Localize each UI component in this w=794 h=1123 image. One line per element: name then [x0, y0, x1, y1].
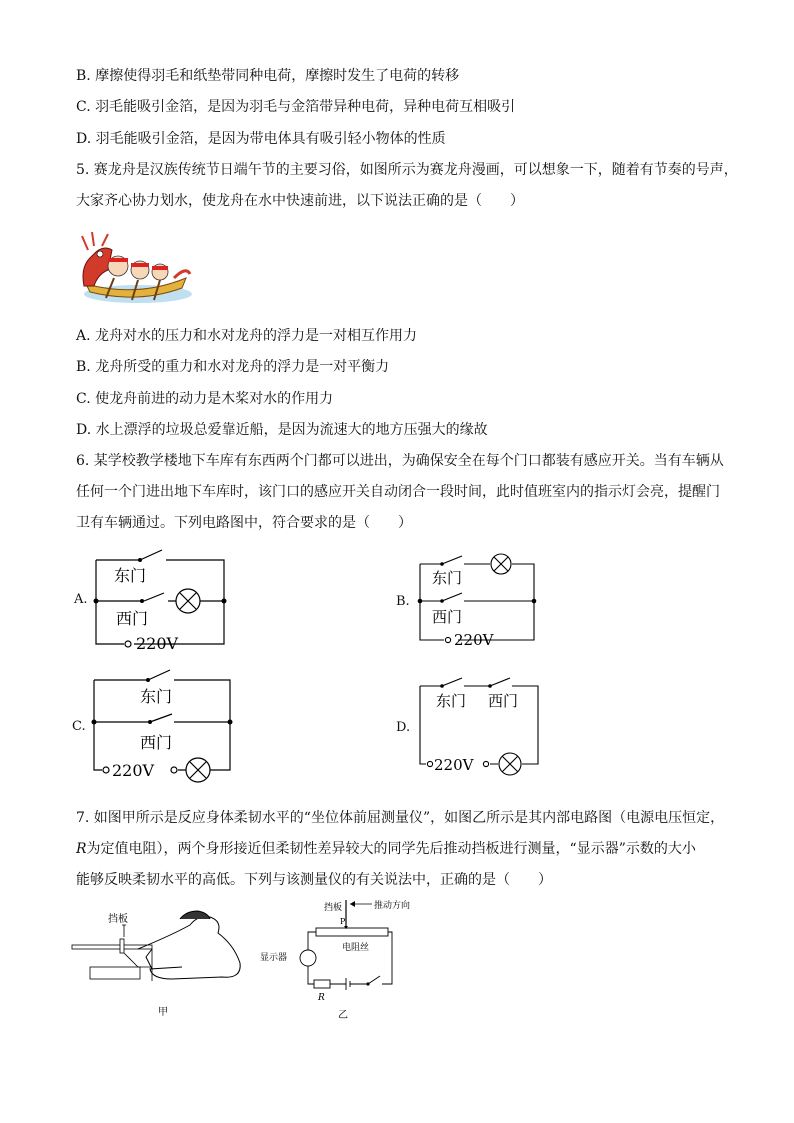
q5-option-d: D. 水上漂浮的垃圾总爱靠近船，是因为流速大的地方压强大的缘故 — [76, 422, 488, 438]
circuit-c — [88, 668, 236, 780]
q7-stem-line2 — [76, 839, 696, 859]
q7-stem-line3: 能够反映柔韧水平的高低。下列与该测量仪的有关说法中，正确的是（ ） — [76, 872, 552, 888]
yi-display-label: 显示器 — [260, 953, 288, 963]
figure-yi-circuit — [256, 896, 411, 1022]
q5-stem-line1: 5. 赛龙舟是汉族传统节日端午节的主要习俗，如图所示为赛龙舟漫画，可以想象一下，随着有节奏的号声， — [76, 162, 738, 178]
circuit-a-west-label: 西门 — [116, 609, 149, 628]
q7-r-symbol: R — [76, 841, 87, 857]
q5-option-c: C. 使龙舟前进的动力是木桨对水的作用力 — [76, 391, 334, 407]
q7-stem-line2-text: 为定值电阻），两个身形接近但柔韧性差异较大的同学先后推动挡板进行测量，“显示器”示数的大小 — [86, 841, 696, 857]
circuit-a-label: A. — [74, 592, 88, 607]
jia-caption: 甲 — [158, 1007, 168, 1018]
q7-stem-line1: 7. 如图甲所示是反应身体柔韧水平的“坐位体前屈测量仪”，如图乙所示是其内部电路图（电源电压恒定， — [76, 810, 725, 826]
q6-stem-line2: 任何一个门进出地下车库时，该门口的感应开关自动闭合一段时间，此时值班室内的指示灯会亮，提醒门 — [76, 484, 720, 500]
figure-jia-flexibility-tester — [72, 905, 252, 1020]
circuit-b — [412, 550, 542, 650]
circuit-d-west-label: 西门 — [488, 692, 519, 710]
yi-baffle-label: 挡板 — [324, 903, 343, 913]
circuit-c-label: C. — [72, 719, 86, 734]
q4-option-c: C. 羽毛能吸引金箔，是因为羽毛与金箔带异种电荷，异种电荷互相吸引 — [76, 99, 516, 115]
q5-option-a: A. 龙舟对水的压力和水对龙舟的浮力是一对相互作用力 — [76, 328, 418, 344]
dragon-boat-cartoon — [78, 226, 194, 306]
circuit-b-west-label: 西门 — [432, 608, 463, 626]
circuit-d-east-label: 东门 — [436, 692, 467, 710]
yi-wire-label: 电阻丝 — [342, 943, 370, 953]
circuit-c-voltage-label: 220V — [112, 761, 155, 780]
circuit-b-voltage-label: 220V — [454, 631, 494, 649]
circuit-a — [88, 548, 234, 654]
circuit-c-west-label: 西门 — [140, 733, 173, 752]
q5-stem-line2: 大家齐心协力划水，使龙舟在水中快速前进，以下说法正确的是（ ） — [76, 193, 524, 209]
q6-stem-line3: 卫有车辆通过。下列电路图中，符合要求的是（ ） — [76, 515, 412, 531]
circuit-b-east-label: 东门 — [432, 569, 463, 587]
jia-baffle-label: 挡板 — [108, 914, 128, 925]
yi-resistor-label: R — [318, 993, 325, 1003]
circuit-d-voltage-label: 220V — [434, 756, 474, 774]
q6-stem-line1: 6. 某学校教学楼地下车库有东西两个门都可以进出，为确保安全在每个门口都装有感应开关。当有车辆从 — [76, 453, 724, 469]
circuit-a-voltage-label: 220V — [136, 634, 179, 653]
q4-option-d: D. 羽毛能吸引金箔，是因为带电体具有吸引轻小物体的性质 — [76, 131, 446, 147]
circuit-d — [410, 670, 546, 780]
circuit-a-east-label: 东门 — [114, 566, 147, 585]
yi-caption: 乙 — [338, 1010, 348, 1021]
q5-option-b: B. 龙舟所受的重力和水对龙舟的浮力是一对平衡力 — [76, 359, 390, 375]
circuit-c-east-label: 东门 — [140, 687, 173, 706]
yi-slider-label: P — [340, 917, 346, 926]
yi-push-direction-label: 推动方向 — [374, 901, 411, 911]
circuit-d-label: D. — [396, 720, 411, 735]
q4-option-b: B. 摩擦使得羽毛和纸垫带同种电荷，摩擦时发生了电荷的转移 — [76, 68, 460, 84]
circuit-b-label: B. — [396, 594, 410, 609]
